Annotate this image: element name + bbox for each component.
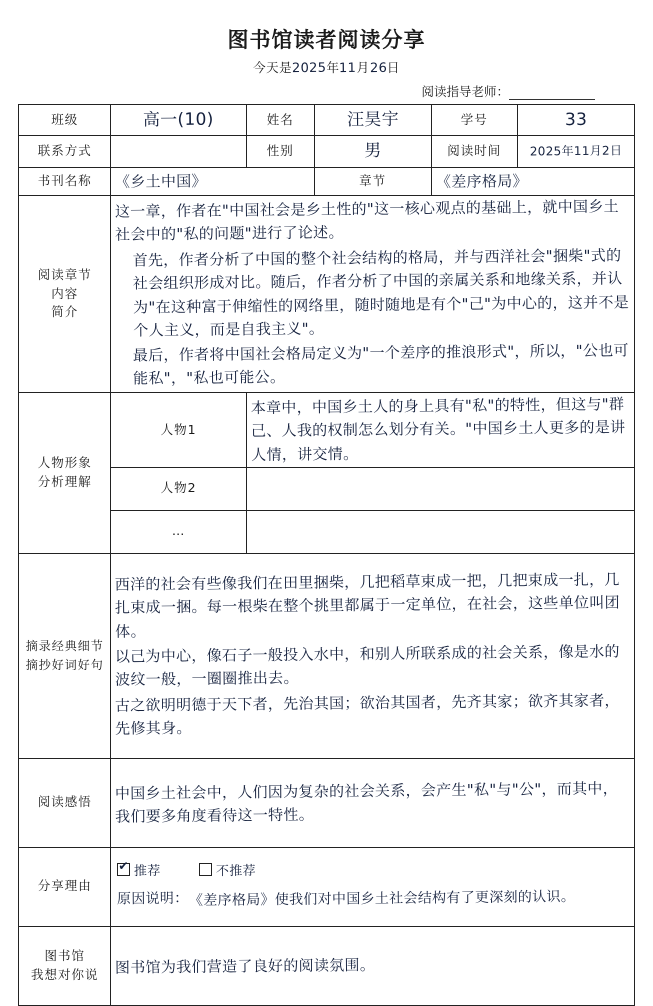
character-more-value-cell[interactable]	[246, 510, 634, 553]
share-reason-row	[19, 847, 635, 926]
not-recommend-option-label: 不推荐	[216, 864, 257, 880]
date-month-unit: 月	[356, 60, 370, 75]
gender-value-cell[interactable]	[314, 136, 431, 167]
character-row	[19, 467, 635, 510]
character-more-text	[251, 530, 630, 534]
feeling-label: 阅读感悟	[19, 758, 111, 847]
read-time-label: 阅读时间	[431, 136, 517, 167]
read-time-value: 2025年11月2日	[529, 143, 623, 159]
library-value-cell[interactable]	[111, 926, 635, 1005]
page-title: 图书馆读者阅读分享	[227, 27, 426, 52]
table-row	[19, 167, 635, 195]
summary-paragraph: 这一章，作者在"中国社会是乡土性的"这一核心观点的基础上，就中国乡土社会中的"私的问题"进行了论述。	[115, 197, 620, 245]
recommend-options	[111, 859, 634, 884]
excerpt-row	[19, 553, 635, 758]
share-value-cell	[111, 847, 635, 926]
student-id-value: 33	[564, 110, 588, 131]
feeling-row	[19, 758, 635, 847]
reason-text: 《差序格局》使我们对中国乡土社会结构有了更深刻的认识。	[188, 888, 576, 909]
name-label: 姓名	[246, 105, 314, 136]
book-value: 《乡土中国》	[115, 171, 208, 191]
student-id-value-cell[interactable]	[517, 105, 634, 136]
feeling-text: 中国乡土社会中，人们因为复杂的社会关系，会产生"私"与"公"，而其中，我们要多角度看待这一特性。	[115, 779, 619, 826]
date-month: 11	[339, 60, 357, 77]
excerpt-paragraph: 西洋的社会有些像我们在田里捆柴，几把稻草束成一把，几把束成一扎，几扎束成一捆。每一根柴在整个挑里都属于一定单位，在社会，这些单位叫团体。	[115, 570, 621, 641]
feeling-value-cell[interactable]	[111, 758, 635, 847]
character-label	[19, 393, 111, 554]
checkbox-empty-icon[interactable]	[199, 863, 212, 876]
teacher-blank[interactable]	[509, 86, 595, 100]
summary-label-line3: 简介	[51, 304, 79, 320]
excerpt-label-line2: 摘抄好词好句	[25, 657, 104, 672]
library-row	[19, 926, 635, 1005]
date-line	[18, 58, 635, 79]
not-recommend-option[interactable]	[199, 864, 256, 879]
character-1-label: 人物1	[111, 393, 247, 468]
summary-paragraph: 首先，作者分析了中国的整个社会结构的格局，并与西洋社会"捆柴"式的社会组织形成对比。随后，作者分析了中国的亲属关系和地缘关系，并认为"在这种富于伸缩性的网络里，随时随地是有个"己"为中心的，这并不是个人主义，而是自我主义"。	[132, 245, 630, 339]
character-1-text: 本章中，中国乡土人的身上具有"私"的特性，但这与"群己、人我的权制怎么划分有关。"中国乡土人更多的是讲人情，讲交情。	[250, 395, 626, 464]
contact-value-cell[interactable]	[111, 136, 247, 167]
student-id-label: 学号	[431, 105, 517, 136]
teacher-label: 阅读指导老师：	[421, 84, 509, 100]
class-value: 高一(10)	[143, 109, 215, 131]
summary-label	[19, 196, 111, 393]
table-row	[19, 136, 635, 167]
class-label: 班级	[19, 105, 111, 136]
character-1-value-cell[interactable]	[246, 393, 634, 468]
excerpt-paragraph: 以己为中心，像石子一般投入水中，和别人所联系成的社会关系，像是水的波纹一般，一圈圈推出去。	[115, 642, 621, 690]
character-label-line2: 分析理解	[37, 473, 92, 489]
name-value: 汪昊宇	[346, 109, 399, 131]
table-row	[19, 105, 635, 136]
character-row	[19, 393, 635, 468]
character-more-label: …	[111, 510, 247, 553]
recommend-option[interactable]	[117, 864, 165, 879]
book-label: 书刊名称	[19, 167, 111, 195]
summary-value-cell[interactable]	[111, 196, 635, 393]
teacher-line	[18, 82, 635, 100]
recommend-option-label: 推荐	[134, 864, 162, 880]
excerpt-label-line1: 摘录经典细节	[25, 639, 104, 654]
summary-label-line1: 阅读章节	[37, 266, 92, 282]
library-label-line1: 图书馆	[44, 948, 85, 964]
chapter-value: 《差序格局》	[435, 171, 528, 191]
book-value-cell[interactable]	[111, 167, 314, 195]
excerpt-value-cell[interactable]	[111, 553, 635, 758]
chapter-label: 章节	[314, 167, 431, 195]
excerpt-label	[19, 553, 111, 758]
date-year-unit: 年	[326, 60, 340, 75]
summary-row	[19, 196, 635, 393]
character-2-text	[251, 487, 630, 491]
excerpt-paragraph: 古之欲明明德于天下者，先治其国；欲治其国者，先齐其家；欲齐其家者，先修其身。	[115, 691, 621, 738]
character-2-value-cell[interactable]	[246, 467, 634, 510]
share-label: 分享理由	[19, 847, 111, 926]
date-year: 2025	[292, 60, 327, 77]
library-text: 图书馆为我们营造了良好的阅读氛围。	[115, 956, 376, 977]
chapter-value-cell[interactable]	[431, 167, 634, 195]
name-value-cell[interactable]	[314, 105, 431, 136]
gender-value: 男	[363, 141, 382, 162]
library-label-line2: 我想对你说	[30, 966, 99, 982]
library-label	[19, 926, 111, 1005]
reason-row[interactable]	[111, 885, 634, 915]
character-2-label: 人物2	[111, 467, 247, 510]
summary-label-line2: 内容	[51, 285, 79, 301]
date-prefix: 今天是	[253, 60, 293, 75]
class-value-cell[interactable]	[111, 105, 247, 136]
reading-share-form	[18, 104, 635, 1006]
read-time-value-cell[interactable]	[517, 136, 634, 167]
reason-label: 原因说明：	[117, 890, 189, 907]
date-day: 26	[369, 60, 387, 77]
character-label-line1: 人物形象	[37, 455, 92, 471]
summary-paragraph: 最后，作者将中国社会格局定义为"一个差序的推浪形式"，所以，"公也可能私"，"私也可能公。	[133, 340, 630, 388]
checkbox-checked-icon[interactable]	[117, 863, 130, 876]
date-day-unit: 日	[386, 60, 400, 75]
character-row	[19, 510, 635, 553]
gender-label: 性别	[246, 136, 314, 167]
contact-label: 联系方式	[19, 136, 111, 167]
